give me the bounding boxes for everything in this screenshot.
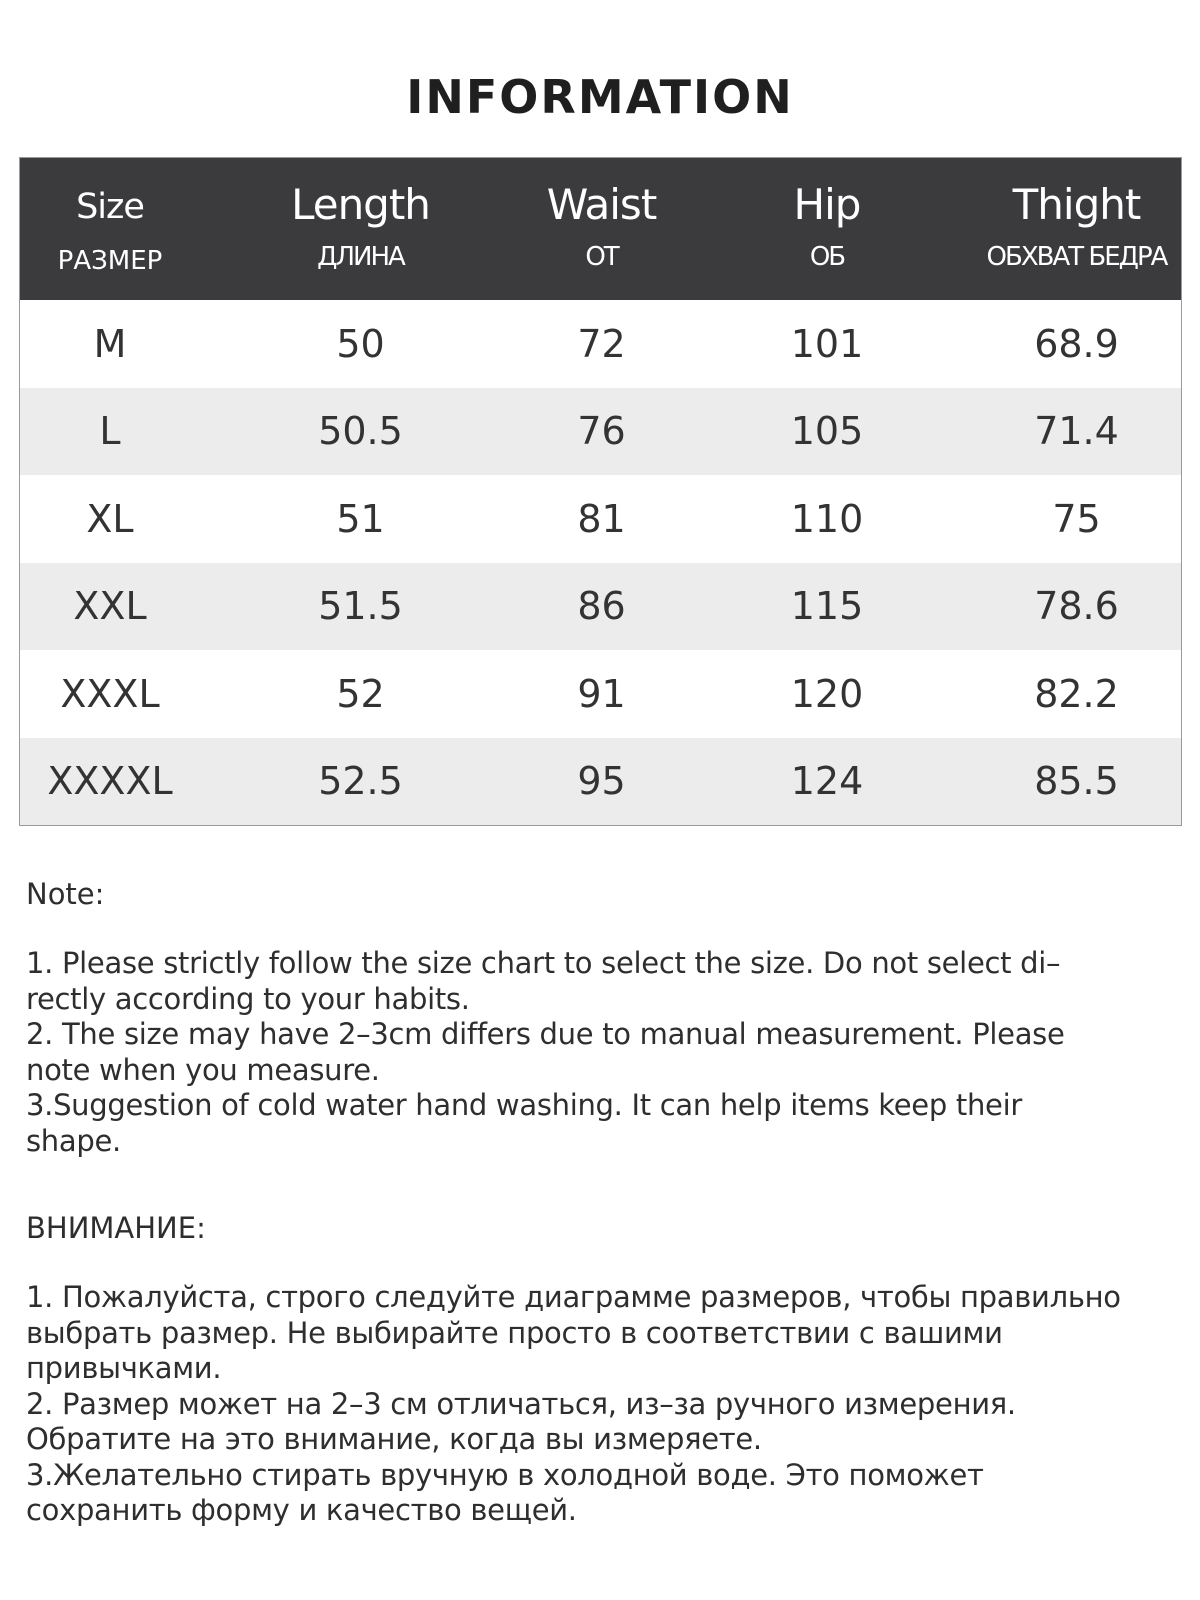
header-waist-ru: ОТ: [585, 242, 618, 272]
table-row: [20, 475, 1181, 563]
header-length-en: Length: [291, 180, 430, 229]
table-row: [20, 650, 1181, 738]
cell-size: XXXXL: [47, 759, 173, 804]
cell-waist: 81: [577, 496, 626, 541]
note-ru-line: выбрать размер. Не выбирайте просто в соответствии с вашими: [26, 1315, 1003, 1350]
table-body: [20, 300, 1181, 825]
header-length-ru: ДЛИНА: [317, 242, 404, 272]
note-ru-section: [26, 1210, 1176, 1529]
cell-size: XL: [86, 496, 134, 541]
cell-size: L: [99, 409, 121, 454]
cell-size: M: [93, 321, 127, 366]
header-size-ru: РАЗМЕР: [57, 246, 163, 276]
cell-thigh: 82.2: [1034, 671, 1119, 716]
cell-thigh: 75: [1052, 496, 1101, 541]
header-hip-en: Hip: [793, 180, 861, 229]
note-en-heading: Note:: [26, 877, 105, 911]
note-en-section: [26, 876, 1176, 1159]
cell-length: 50.5: [318, 409, 403, 454]
note-en-line: note when you measure.: [26, 1052, 380, 1087]
header-waist: [521, 158, 682, 300]
cell-length: 50: [336, 321, 385, 366]
cell-thigh: 71.4: [1034, 409, 1119, 454]
note-en-line: shape.: [26, 1123, 121, 1158]
note-ru-line: 1. Пожалуйста, строго следуйте диаграмме размеров, чтобы правильно: [26, 1280, 1121, 1314]
cell-length: 51.5: [318, 584, 403, 629]
table-row: [20, 738, 1181, 826]
cell-hip: 110: [790, 496, 864, 541]
note-ru-line: привычками.: [26, 1351, 222, 1385]
header-size: [20, 158, 200, 300]
cell-thigh: 78.6: [1034, 584, 1119, 629]
page-title: INFORMATION: [406, 70, 794, 124]
cell-size: XXXL: [60, 671, 160, 716]
note-ru-line: 3.Желательно стирать вручную в холодной воде. Это поможет: [26, 1457, 984, 1492]
header-thigh-ru: ОБХВАТ БЕДРА: [986, 242, 1167, 272]
cell-hip: 124: [790, 759, 864, 804]
cell-length: 51: [336, 496, 385, 541]
cell-thigh: 85.5: [1034, 759, 1119, 804]
note-ru-line: 2. Размер может на 2–3 см отличаться, из–за ручного измерения.: [26, 1386, 1016, 1421]
header-thigh: [972, 158, 1181, 300]
cell-hip: 120: [790, 671, 864, 716]
header-thigh-en: Thight: [1012, 180, 1141, 229]
note-ru-heading: ВНИМАНИЕ:: [26, 1211, 206, 1245]
size-chart-table: [19, 157, 1182, 826]
cell-length: 52.5: [318, 759, 403, 804]
note-en-line: rectly according to your habits.: [26, 981, 470, 1016]
cell-length: 52: [336, 671, 385, 716]
cell-hip: 115: [790, 584, 864, 629]
table-header: [20, 158, 1181, 300]
note-ru-line: сохранить форму и качество вещей.: [26, 1493, 577, 1527]
cell-waist: 86: [577, 584, 626, 629]
header-length: [200, 158, 521, 300]
header-size-en: Size: [76, 187, 144, 227]
cell-waist: 91: [577, 671, 626, 716]
cell-waist: 76: [577, 409, 626, 454]
header-hip: [682, 158, 972, 300]
cell-thigh: 68.9: [1034, 321, 1119, 366]
table-row: [20, 300, 1181, 388]
cell-hip: 105: [790, 409, 864, 454]
note-ru-line: Обратите на это внимание, когда вы измеряете.: [26, 1422, 762, 1456]
table-row: [20, 388, 1181, 476]
cell-size: XXL: [73, 584, 147, 629]
cell-waist: 72: [577, 321, 626, 366]
note-en-line: 1. Please strictly follow the size chart to select the size. Do not select di–: [26, 946, 1061, 980]
cell-waist: 95: [577, 759, 626, 804]
note-en-line: 2. The size may have 2–3cm differs due to manual measurement. Please: [26, 1017, 1065, 1051]
note-en-line: 3.Suggestion of cold water hand washing. It can help items keep their: [26, 1088, 1022, 1122]
table-row: [20, 563, 1181, 651]
header-hip-ru: ОБ: [809, 242, 845, 272]
header-waist-en: Waist: [546, 180, 657, 229]
cell-hip: 101: [790, 321, 864, 366]
